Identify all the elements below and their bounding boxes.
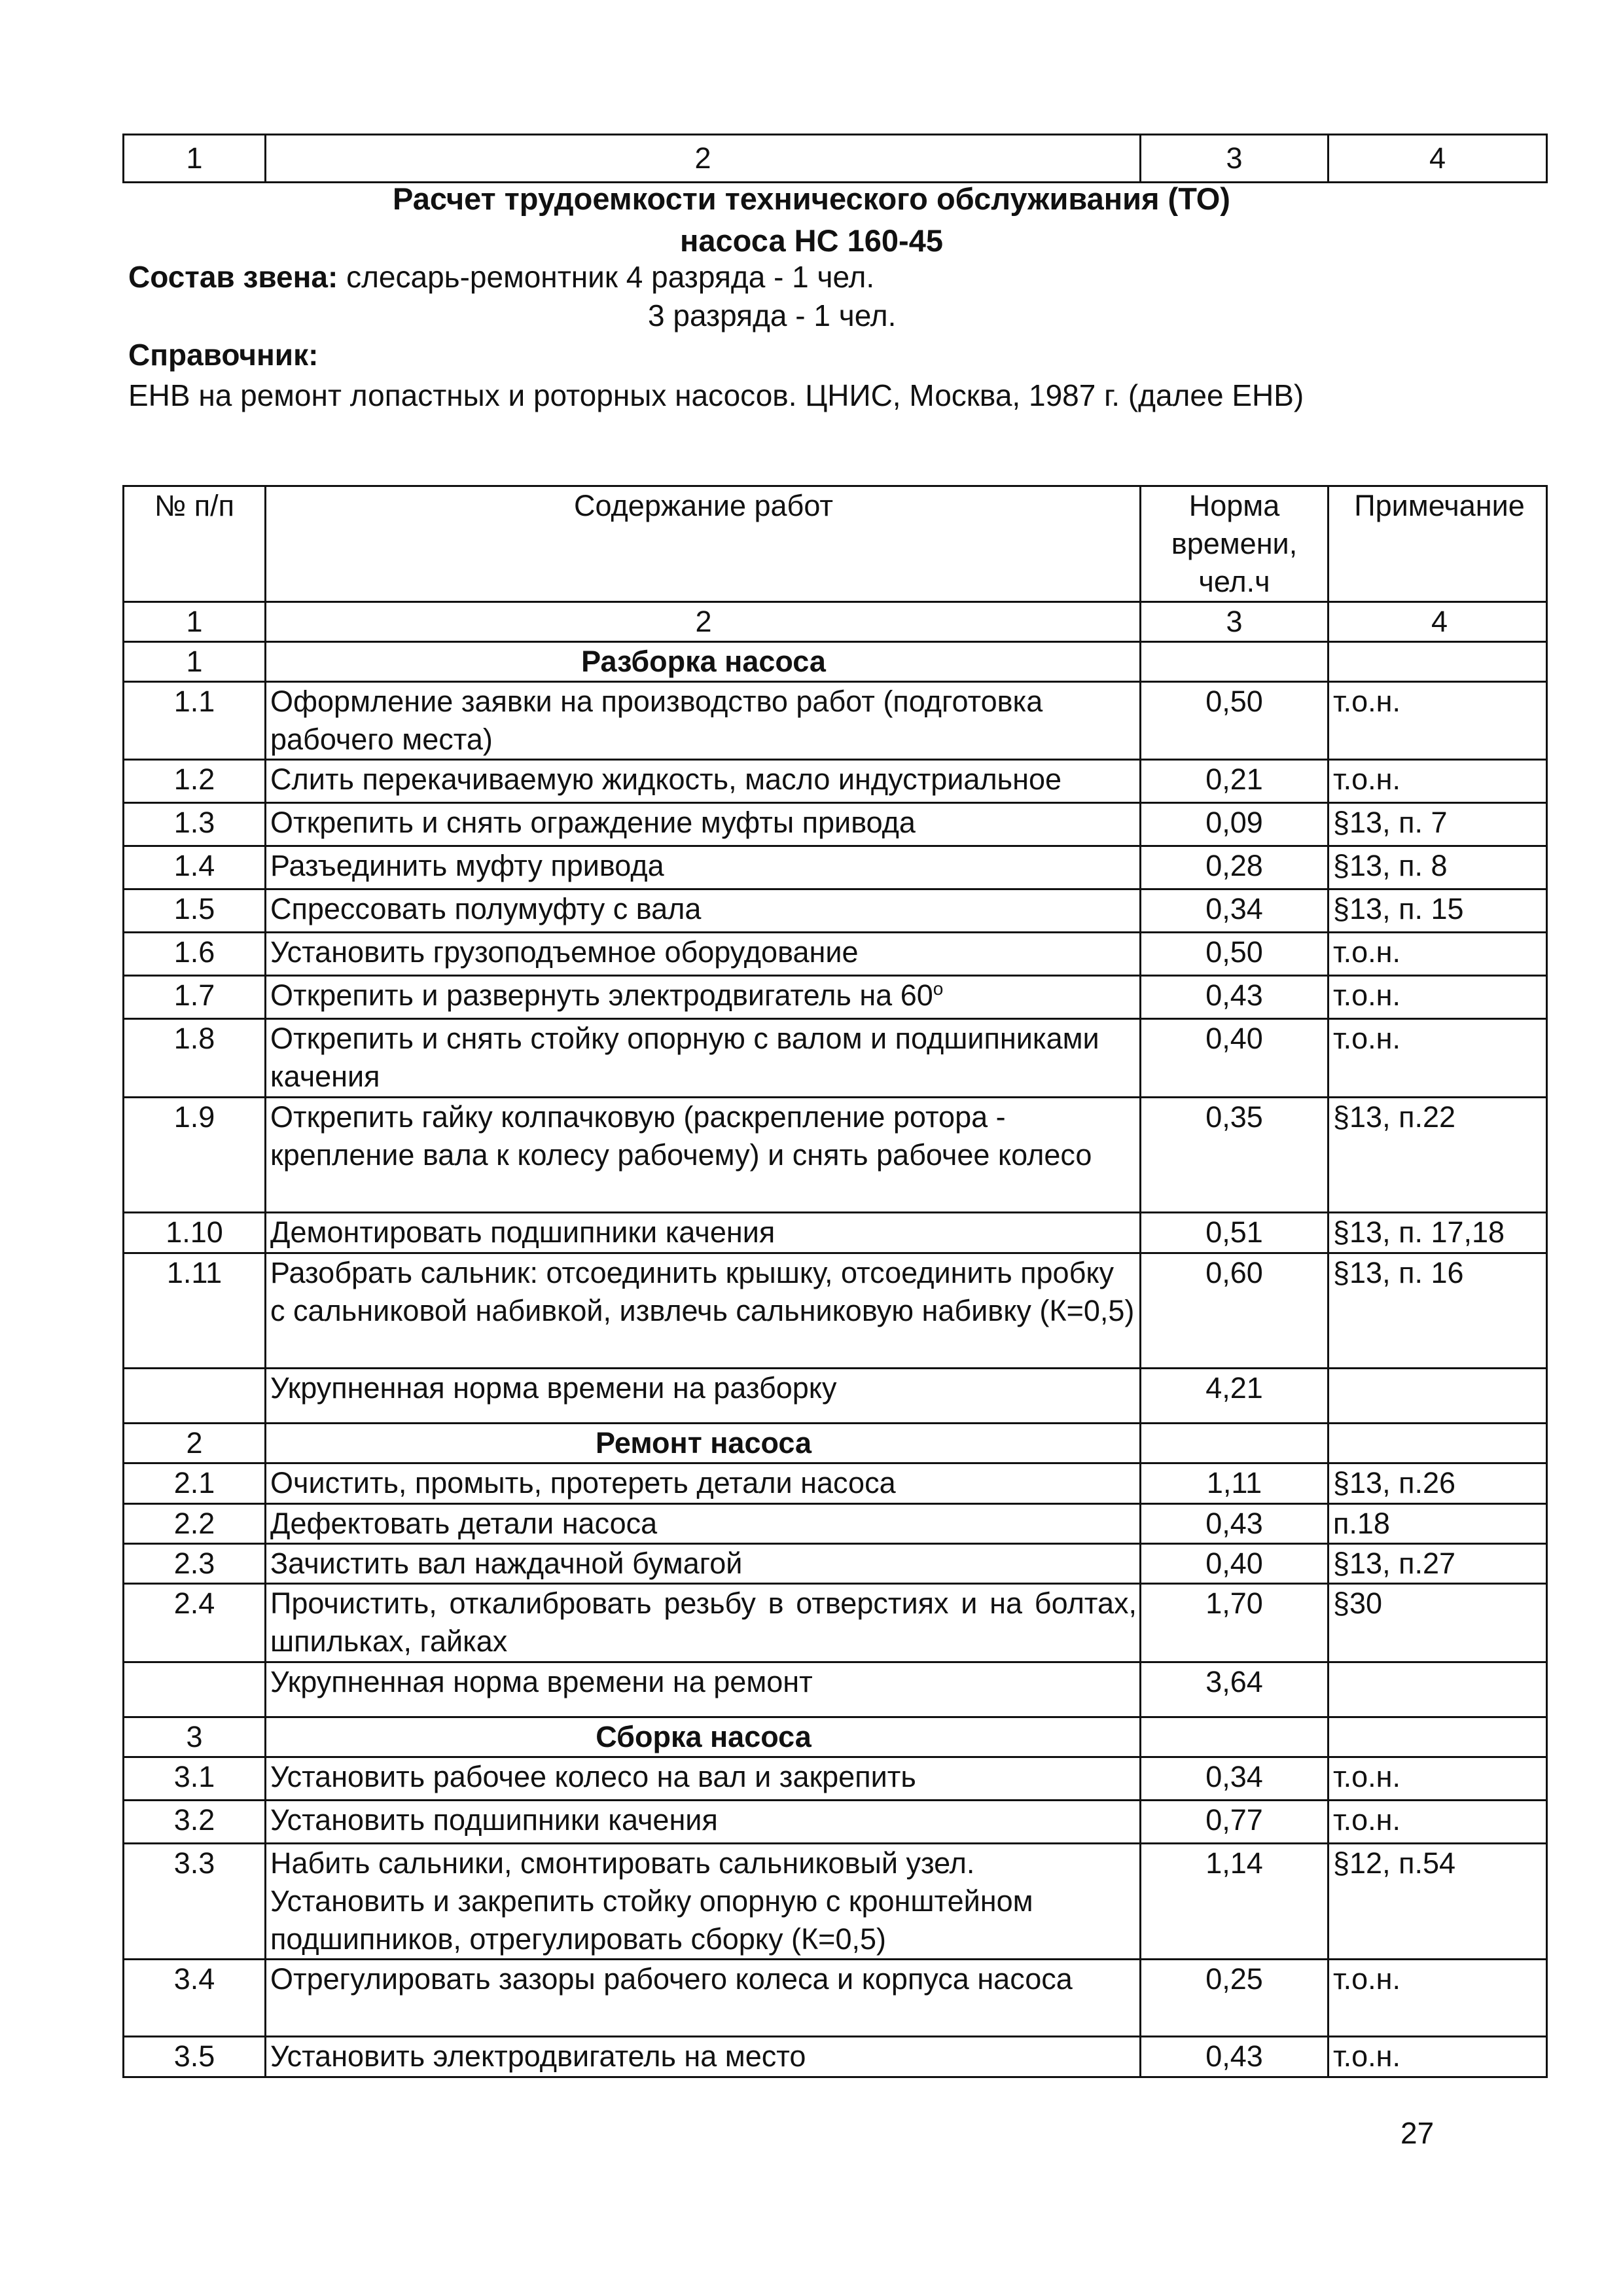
section-title: Разборка насоса <box>266 642 1141 682</box>
column-number: 1 <box>124 602 266 642</box>
row-content-text: Установить грузоподъемное оборудование <box>270 935 859 969</box>
row-content <box>266 682 1141 760</box>
row-note: т.о.н. <box>1329 1960 1547 2037</box>
row-content-text: Спрессовать полумуфту с вала <box>270 892 702 925</box>
row-content <box>266 1801 1141 1844</box>
header-norm: Норма времени, чел.ч <box>1141 486 1329 602</box>
table-row <box>124 846 1547 889</box>
row-note: §13, п.27 <box>1329 1544 1547 1584</box>
table-header-row <box>124 486 1547 602</box>
row-content-text: Установить электродвигатель на место <box>270 2039 806 2073</box>
empty-cell <box>1141 1717 1329 1757</box>
row-content <box>266 760 1141 803</box>
row-note: §13, п. 15 <box>1329 889 1547 933</box>
row-note: §30 <box>1329 1584 1547 1662</box>
row-content-text: Слить перекачиваемую жидкость, масло индустриальное <box>270 762 1062 796</box>
row-norm: 0,34 <box>1141 889 1329 933</box>
row-norm: 1,11 <box>1141 1463 1329 1504</box>
row-content-text: Зачистить вал наждачной бумагой <box>270 1547 743 1580</box>
row-content-text: Отрегулировать зазоры рабочего колеса и корпуса насоса <box>270 1962 1073 1996</box>
section-number: 3 <box>124 1717 266 1757</box>
row-content <box>266 1960 1141 2037</box>
row-note: т.о.н. <box>1329 760 1547 803</box>
table-row <box>124 1960 1547 2037</box>
labor-table <box>122 485 1548 2078</box>
row-content-text: Открепить и снять стойку опорную с валом и подшипниками качения <box>270 1022 1099 1093</box>
strip-col-1: 1 <box>124 135 266 183</box>
row-content <box>266 1098 1141 1213</box>
section-row <box>124 642 1547 682</box>
row-content-text: Открепить и развернуть электродвигатель на 60 <box>270 978 933 1012</box>
row-note: §13, п. 8 <box>1329 846 1547 889</box>
row-content <box>266 1844 1141 1960</box>
row-norm: 0,51 <box>1141 1213 1329 1253</box>
row-norm: 0,09 <box>1141 803 1329 846</box>
row-norm: 0,25 <box>1141 1960 1329 2037</box>
row-number: 1.6 <box>124 933 266 976</box>
header-content: Содержание работ <box>266 486 1141 602</box>
row-content <box>266 2037 1141 2077</box>
row-note: т.о.н. <box>1329 1757 1547 1801</box>
row-note: §13, п. 16 <box>1329 1253 1547 1369</box>
row-number: 1.8 <box>124 1019 266 1098</box>
row-content-text: Открепить и снять ограждение муфты привода <box>270 806 916 839</box>
row-content <box>266 1757 1141 1801</box>
empty-cell <box>1141 642 1329 682</box>
empty-cell <box>1329 1424 1547 1463</box>
row-number: 1.4 <box>124 846 266 889</box>
header-num: № п/п <box>124 486 266 602</box>
table-row <box>124 1253 1547 1369</box>
row-number: 1.5 <box>124 889 266 933</box>
row-note: т.о.н. <box>1329 682 1547 760</box>
row-norm: 0,43 <box>1141 1504 1329 1544</box>
subtotal-label: Укрупненная норма времени на разборку <box>266 1369 1141 1424</box>
row-norm: 0,21 <box>1141 760 1329 803</box>
row-norm: 1,14 <box>1141 1844 1329 1960</box>
row-norm: 0,50 <box>1141 682 1329 760</box>
column-number-strip <box>122 134 1548 183</box>
row-norm: 0,28 <box>1141 846 1329 889</box>
table-row <box>124 682 1547 760</box>
strip-col-2: 2 <box>266 135 1141 183</box>
table-row <box>124 1801 1547 1844</box>
crew-line1: слесарь-ремонтник 4 разряда - 1 чел. <box>346 260 875 294</box>
column-number: 2 <box>266 602 1141 642</box>
row-content-text: Дефектовать детали насоса <box>270 1507 658 1540</box>
row-content <box>266 803 1141 846</box>
strip-col-3: 3 <box>1141 135 1329 183</box>
row-norm: 0,43 <box>1141 976 1329 1019</box>
empty-cell <box>1141 1424 1329 1463</box>
subtotal-label: Укрупненная норма времени на ремонт <box>266 1662 1141 1717</box>
row-note: т.о.н. <box>1329 933 1547 976</box>
row-norm: 0,43 <box>1141 2037 1329 2077</box>
table-row <box>124 1544 1547 1584</box>
row-number: 2.4 <box>124 1584 266 1662</box>
strip-col-4: 4 <box>1329 135 1547 183</box>
crew-line <box>128 259 874 295</box>
page-number: 27 <box>1400 2116 1435 2150</box>
row-note: §12, п.54 <box>1329 1844 1547 1960</box>
section-row <box>124 1424 1547 1463</box>
row-content-text: Открепить гайку колпачковую (раскрепление ротора - крепление вала к колесу рабочему) и снять рабочее колесо <box>270 1100 1092 1172</box>
row-norm: 0,77 <box>1141 1801 1329 1844</box>
row-content-text: Демонтировать подшипники качения <box>270 1215 776 1249</box>
row-content-text: Очистить, промыть, протереть детали насоса <box>270 1466 896 1499</box>
table-row <box>124 1213 1547 1253</box>
table-row <box>124 1019 1547 1098</box>
row-norm: 0,34 <box>1141 1757 1329 1801</box>
empty-cell <box>1329 1369 1547 1424</box>
row-number: 2.2 <box>124 1504 266 1544</box>
section-title: Ремонт насоса <box>266 1424 1141 1463</box>
row-number: 1.9 <box>124 1098 266 1213</box>
page-subtitle: насоса НС 160-45 <box>680 223 943 258</box>
table-row <box>124 889 1547 933</box>
row-content <box>266 976 1141 1019</box>
table-row <box>124 2037 1547 2077</box>
row-content-text: Прочистить, откалибровать резьбу в отверстиях и на болтах, шпильках, гайках <box>270 1587 1137 1658</box>
row-note: §13, п. 17,18 <box>1329 1213 1547 1253</box>
section-title: Сборка насоса <box>266 1717 1141 1757</box>
table-row <box>124 933 1547 976</box>
row-note: т.о.н. <box>1329 2037 1547 2077</box>
row-content-text: Установить рабочее колесо на вал и закрепить <box>270 1760 916 1793</box>
empty-cell <box>124 1369 266 1424</box>
reference-label: Справочник: <box>128 338 319 372</box>
table-row <box>124 1504 1547 1544</box>
row-content-text: Разъединить муфту привода <box>270 849 664 882</box>
table-row <box>124 1098 1547 1213</box>
row-number: 3.2 <box>124 1801 266 1844</box>
row-content <box>266 933 1141 976</box>
row-content <box>266 889 1141 933</box>
row-number: 3.3 <box>124 1844 266 1960</box>
row-content <box>266 1463 1141 1504</box>
row-content-text: Установить подшипники качения <box>270 1803 718 1837</box>
reference-text: ЕНВ на ремонт лопастных и роторных насосов. ЦНИС, Москва, 1987 г. (далее ЕНВ) <box>128 378 1304 412</box>
row-number: 2.3 <box>124 1544 266 1584</box>
subtotal-row <box>124 1369 1547 1424</box>
table-row <box>124 1584 1547 1662</box>
row-norm: 0,40 <box>1141 1019 1329 1098</box>
empty-cell <box>1329 1662 1547 1717</box>
row-norm: 0,60 <box>1141 1253 1329 1369</box>
row-norm: 0,50 <box>1141 933 1329 976</box>
crew-line2: 3 разряда - 1 чел. <box>648 298 897 332</box>
page-title: Расчет трудоемкости технического обслуживания (ТО) <box>393 181 1230 216</box>
crew-label: Состав звена: <box>128 260 338 294</box>
row-content <box>266 1584 1141 1662</box>
row-norm: 0,40 <box>1141 1544 1329 1584</box>
row-norm: 1,70 <box>1141 1584 1329 1662</box>
row-number: 1.2 <box>124 760 266 803</box>
row-note: п.18 <box>1329 1504 1547 1544</box>
row-number: 3.1 <box>124 1757 266 1801</box>
row-note: т.о.н. <box>1329 1019 1547 1098</box>
table-row <box>124 1463 1547 1504</box>
row-content <box>266 1544 1141 1584</box>
subtotal-norm: 3,64 <box>1141 1662 1329 1717</box>
subtotal-norm: 4,21 <box>1141 1369 1329 1424</box>
table-row <box>124 1757 1547 1801</box>
row-number: 1.1 <box>124 682 266 760</box>
row-content <box>266 846 1141 889</box>
row-number: 1.3 <box>124 803 266 846</box>
row-note: §13, п.26 <box>1329 1463 1547 1504</box>
row-content <box>266 1504 1141 1544</box>
column-number: 4 <box>1329 602 1547 642</box>
section-number: 1 <box>124 642 266 682</box>
row-number: 2.1 <box>124 1463 266 1504</box>
row-content-text: Набить сальники, смонтировать сальниковый узел. Установить и закрепить стойку опорную с кронштейном подшипников, отрегулировать сборку (К=0,5) <box>270 1846 1033 1956</box>
row-number: 1.7 <box>124 976 266 1019</box>
row-content-text: Оформление заявки на производство работ (подготовка рабочего места) <box>270 685 1043 756</box>
row-number: 1.10 <box>124 1213 266 1253</box>
row-number: 3.4 <box>124 1960 266 2037</box>
table-row <box>124 1844 1547 1960</box>
table-row <box>124 760 1547 803</box>
table-row <box>124 976 1547 1019</box>
row-note: §13, п.22 <box>1329 1098 1547 1213</box>
row-note: т.о.н. <box>1329 976 1547 1019</box>
section-row <box>124 1717 1547 1757</box>
empty-cell <box>124 1662 266 1717</box>
column-number-row <box>124 602 1547 642</box>
row-norm: 0,35 <box>1141 1098 1329 1213</box>
row-number: 1.11 <box>124 1253 266 1369</box>
degree-sign: o <box>933 978 944 999</box>
empty-cell <box>1329 642 1547 682</box>
empty-cell <box>1329 1717 1547 1757</box>
row-content <box>266 1019 1141 1098</box>
row-content <box>266 1253 1141 1369</box>
row-content-text: Разобрать сальник: отсоединить крышку, отсоединить пробку с сальниковой набивкой, извлечь сальниковую набивку (К=0,5) <box>270 1256 1135 1327</box>
row-note: §13, п. 7 <box>1329 803 1547 846</box>
table-row <box>124 803 1547 846</box>
section-number: 2 <box>124 1424 266 1463</box>
subtotal-row <box>124 1662 1547 1717</box>
column-number: 3 <box>1141 602 1329 642</box>
row-content <box>266 1213 1141 1253</box>
row-note: т.о.н. <box>1329 1801 1547 1844</box>
row-number: 3.5 <box>124 2037 266 2077</box>
header-note: Примечание <box>1329 486 1547 602</box>
